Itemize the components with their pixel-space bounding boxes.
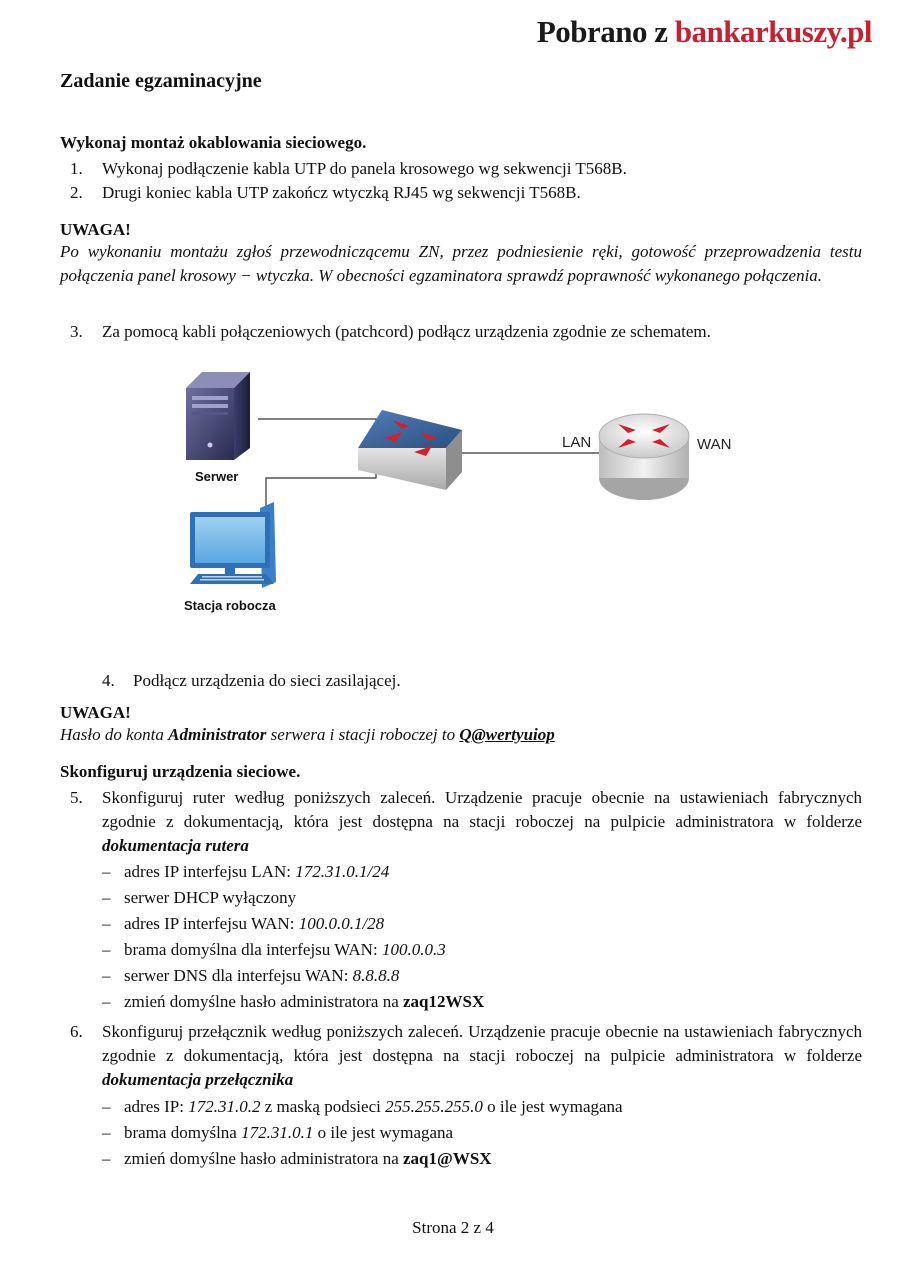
step-text: Wykonaj podłączenie kabla UTP do panela krosowego wg sekwencji T568B. <box>102 159 627 178</box>
step-number: 6. <box>70 1022 83 1041</box>
folder-name: dokumentacja rutera <box>102 836 249 855</box>
step-text: Podłącz urządzenia do sieci zasilającej. <box>133 671 401 690</box>
step-3 <box>70 320 862 344</box>
list-item: – adres IP interfejsu LAN: 172.31.0.1/24 <box>102 862 390 881</box>
step-number: 3. <box>70 322 83 341</box>
page-title: Zadanie egzaminacyjne <box>60 70 262 92</box>
lan-label: LAN <box>562 434 592 451</box>
watermark-part2: bankarkuszy.pl <box>674 14 872 49</box>
step-number: 2. <box>70 183 83 202</box>
step-number: 1. <box>70 159 83 178</box>
step-text <box>102 1020 862 1092</box>
workstation-icon <box>190 502 276 588</box>
list-item: – serwer DNS dla interfejsu WAN: 8.8.8.8 <box>102 966 400 985</box>
list-item: – adres IP interfejsu WAN: 100.0.0.1/28 <box>102 914 385 933</box>
router-settings-list <box>102 859 484 1015</box>
step-number: 4. <box>102 671 115 690</box>
step-2 <box>70 181 862 205</box>
list-item: – zmień domyślne hasło administratora na zaq12WSX <box>102 992 485 1011</box>
password-note-pre: Hasło do konta <box>60 725 169 744</box>
admin-account: Administrator <box>168 725 267 744</box>
network-diagram-svg <box>170 360 770 630</box>
step-4 <box>102 669 401 693</box>
watermark-part1: Pobrano z <box>536 14 675 49</box>
switch-settings-list <box>102 1094 623 1172</box>
step-number: 5. <box>70 788 83 807</box>
list-item: – brama domyślna 172.31.0.1 o ile jest wymagana <box>102 1123 454 1142</box>
server-icon <box>186 372 250 460</box>
step-5 <box>70 786 862 858</box>
step-1 <box>70 157 862 181</box>
step-text-body: Skonfiguruj przełącznik według poniższych zaleceń. Urządzenie pracuje obecnie na ustawieniach fabrycznych zgodnie z dokumentacją, która jest dostępna na stacji roboczej na pulpicie administratora w folderze <box>102 1022 862 1065</box>
list-item: – adres IP: 172.31.0.2 z maską podsieci 255.255.255.0 o ile jest wymagana <box>102 1097 623 1116</box>
workstation-label: Stacja robocza <box>184 598 276 613</box>
admin-password: Q@wertyuiop <box>459 725 555 744</box>
wan-label: WAN <box>697 436 732 453</box>
password-note-mid: serwera i stacji roboczej to <box>266 725 460 744</box>
list-item: – zmień domyślne hasło administratora na zaq1@WSX <box>102 1149 492 1168</box>
warning-heading: UWAGA! <box>60 703 131 722</box>
step-6 <box>70 1020 862 1092</box>
folder-name: dokumentacja przełącznika <box>102 1070 294 1089</box>
list-item: – serwer DHCP wyłączony <box>102 888 297 907</box>
server-label: Serwer <box>195 469 239 484</box>
step-text: Drugi koniec kabla UTP zakończ wtyczką RJ45 wg sekwencji T568B. <box>102 183 581 202</box>
step-text-body: Skonfiguruj ruter według poniższych zaleceń. Urządzenie pracuje obecnie na ustawieniach fabrycznych zgodnie z dokumentacją, która jest dostępna na stacji roboczej na pulpicie administratora w folderze <box>102 788 862 831</box>
page-number: Strona 2 z 4 <box>412 1218 494 1237</box>
warning-heading: UWAGA! <box>60 220 131 239</box>
network-diagram <box>170 360 770 630</box>
password-note <box>60 725 555 745</box>
list-item: – brama domyślna dla interfejsu WAN: 100.0.0.3 <box>102 940 446 959</box>
step-text <box>102 786 862 858</box>
warning-text: Po wykonaniu montażu zgłoś przewodniczącemu ZN, przez podniesienie ręki, gotowość przeprowadzenia testu połączenia panel krosowy − wtyczka. W obecności egzaminatora sprawdź poprawność wykonanego połączenia. <box>60 242 862 285</box>
section-heading-config: Skonfiguruj urządzenia sieciowe. <box>60 762 301 781</box>
watermark-logo <box>537 14 872 50</box>
section-heading-cabling: Wykonaj montaż okablowania sieciowego. <box>60 133 367 152</box>
step-text: Za pomocą kabli połączeniowych (patchcord) podłącz urządzenia zgodnie ze schematem. <box>102 322 711 341</box>
router-icon <box>599 414 689 500</box>
